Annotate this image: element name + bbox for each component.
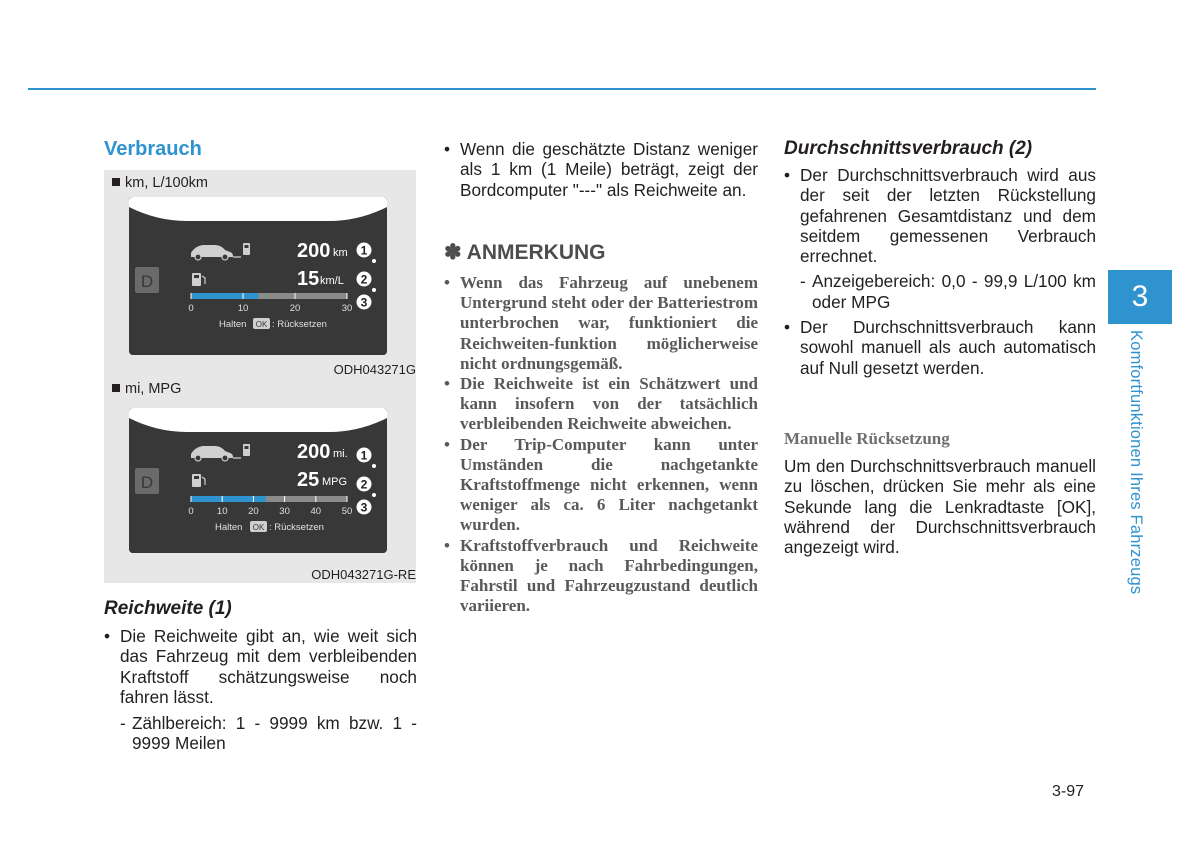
range-unit: km (333, 247, 348, 259)
figure-code-km: ODH043271G (333, 362, 416, 377)
heading-durchschnittsverbrauch: Durchschnittsverbrauch (2) (784, 138, 1033, 159)
callout-2-label: 2 (360, 272, 368, 287)
callout-1 (357, 243, 372, 258)
figure-caption-text: km, L/100km (125, 175, 208, 191)
middle-bullet-block (444, 139, 758, 200)
cluster-display-graphic (129, 197, 387, 355)
figure-code-mpg: ODH043271G-RE (311, 567, 416, 582)
chapter-title-vertical (1126, 330, 1150, 610)
reichweite-bullet: • Die Reichweite gibt an, wie weit sich das Fahrzeug mit dem verbleibenden Kraftstoff schätzungsweise noch fahren lässt. (104, 626, 417, 707)
consumption-value: 15 (297, 268, 320, 290)
average-range (784, 271, 1096, 312)
reset-hint-ruecksetzen: : Rücksetzen (272, 319, 327, 330)
range-unit: mi. (333, 448, 348, 460)
callout-3 (357, 295, 372, 310)
square-bullet-icon (112, 384, 120, 392)
callout-2 (357, 477, 372, 492)
cluster-display-km (129, 197, 387, 355)
reset-hint-ok: OK (255, 320, 268, 329)
distance-bullet: • Wenn die geschätzte Distanz weniger als 1 km (1 Meile) beträgt, zeigt der Bordcomputer "---" als Reichweite an. (444, 139, 758, 200)
marker-dot (372, 464, 376, 468)
marker-dot (372, 493, 376, 497)
figure-caption-mpg (112, 381, 181, 397)
square-bullet-icon (112, 178, 120, 186)
dash-glyph: - (800, 271, 806, 292)
cluster-display-mpg (129, 408, 387, 553)
heading-manuelle-ruecksetzung: Manuelle Rücksetzung (784, 429, 950, 448)
reichweite-body (104, 626, 417, 754)
reichweite-range (104, 713, 417, 754)
note-item: • Der Trip-Computer kann unter Umständen die nachgetankte Kraftstoffmenge nicht erkennen, wenn weniger als ca. 6 Liter nachgetankt wurden. (444, 435, 758, 536)
reset-hint-ruecksetzen: : Rücksetzen (269, 522, 324, 533)
callout-3 (357, 500, 372, 515)
right-body (784, 165, 1096, 378)
consumption-unit: MPG (322, 476, 348, 488)
fuel-pump-icon (243, 243, 250, 255)
chapter-tab: 3 (1108, 270, 1172, 324)
manual-reset-paragraph: Um den Durchschnittsverbrauch manuell zu löschen, drücken Sie mehr als eine Sekunde lang die Lenkradtaste [OK], während der Durchschnittsverbrauch angezeigt wird. (784, 456, 1096, 558)
note-list (444, 273, 758, 616)
gauge-scale-label: 30 (341, 303, 353, 314)
dash-glyph: - (120, 713, 126, 734)
callout-1-label: 1 (360, 243, 368, 258)
cluster-display-graphic (129, 408, 387, 553)
gauge-scale-label: 30 (279, 506, 290, 517)
figure-caption-km (112, 175, 208, 191)
gear-indicator: D (140, 272, 154, 291)
heading-reichweite: Reichweite (1) (104, 598, 232, 619)
consumption-value: 25 (297, 469, 320, 491)
top-rule (28, 88, 1096, 90)
gauge-scale-label: 40 (310, 506, 322, 517)
range-value: 200 (297, 240, 331, 262)
average-bullet-1: • Der Durchschnittsverbrauch wird aus der seit der letzten Rückstellung gefahrenen Gesamtdistanz und dem seitdem gemessenen Verbrauch errechnet. (784, 165, 1096, 266)
gauge-scale-label: 10 (216, 506, 228, 517)
consumption-unit: km/L (320, 275, 344, 287)
marker-dot (372, 259, 376, 263)
gauge-fill (191, 496, 266, 502)
reset-hint-halten: Halten (219, 319, 247, 330)
reichweite-range-text: Zählbereich: 1 - 9999 km bzw. 1 - 9999 Meilen (132, 713, 417, 754)
reset-hint (215, 521, 324, 533)
callout-1-label: 1 (360, 448, 368, 463)
fuel-pump-icon (243, 444, 250, 456)
callout-3-label: 3 (360, 500, 368, 515)
gauge-scale-label: 0 (188, 506, 194, 517)
average-bullet-2: • Der Durchschnittsverbrauch kann sowohl manuell als auch automatisch auf Null gesetzt werden. (784, 317, 1096, 378)
range-value: 200 (297, 441, 331, 463)
note-item: • Wenn das Fahrzeug auf unebenem Untergrund steht oder der Batteriestrom unterbrochen war, funktioniert die Reichweiten-funktion möglicherweise nicht ordnungsgemäß. (444, 273, 758, 374)
note-item: • Die Reichweite ist ein Schätzwert und kann insofern von der tatsächlich verbleibenden Reichweite abweichen. (444, 374, 758, 435)
callout-3-label: 3 (360, 295, 368, 310)
gauge-scale-label: 0 (188, 303, 194, 314)
callout-2-label: 2 (360, 477, 368, 492)
reset-hint-halten: Halten (215, 522, 243, 533)
gauge-scale-label: 50 (341, 506, 353, 517)
marker-dot (372, 288, 376, 292)
reset-hint-ok: OK (252, 523, 265, 532)
reset-hint (219, 318, 327, 330)
chapter-title: Komfortfunktionen Ihres Fahrzeugs (1127, 330, 1145, 595)
gauge-scale-label: 20 (248, 506, 259, 517)
note-heading: ✽ ANMERKUNG (444, 241, 606, 264)
callout-1 (357, 448, 372, 463)
figure-caption-text: mi, MPG (125, 381, 182, 397)
callout-2 (357, 272, 372, 287)
note-item: • Kraftstoffverbrauch und Reichweite können je nach Fahrbedingungen, Fahrstil und Fahrzeugzustand deutlich variieren. (444, 536, 758, 617)
gear-indicator: D (140, 473, 154, 492)
page-number: 3-97 (1052, 783, 1085, 800)
section-title-verbrauch: Verbrauch (104, 138, 202, 160)
gauge-scale-label: 20 (289, 303, 301, 314)
gauge-scale-label: 10 (237, 303, 249, 314)
average-range-text: Anzeigebereich: 0,0 - 99,9 L/100 km oder MPG (812, 271, 1096, 312)
gauge-fill (191, 293, 258, 299)
